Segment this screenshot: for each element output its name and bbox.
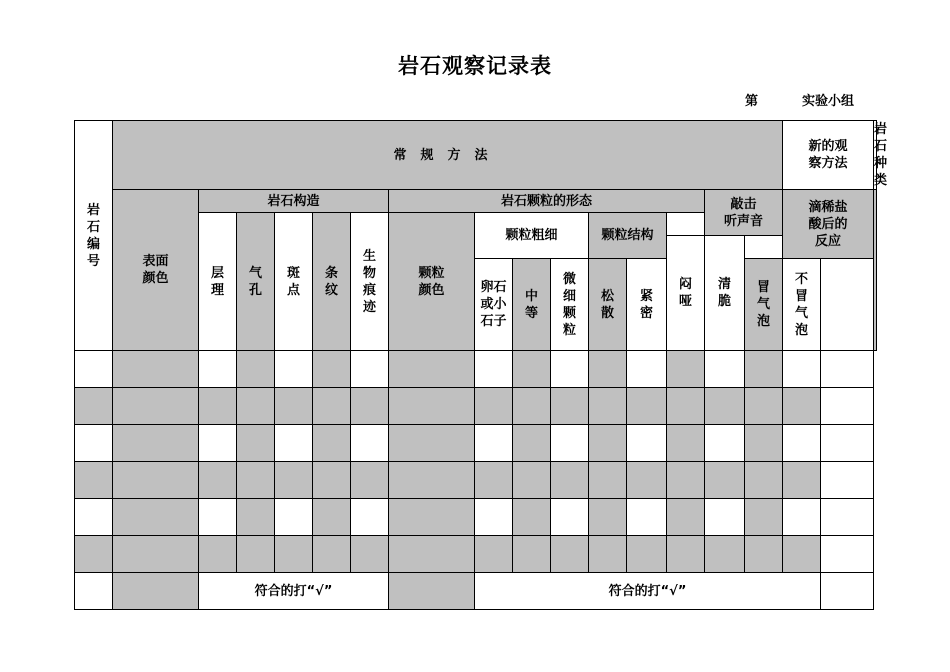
data-cell[interactable]: [667, 499, 705, 536]
data-cell[interactable]: [745, 425, 783, 462]
data-cell[interactable]: [237, 425, 275, 462]
header-char: 卵石: [480, 280, 507, 295]
table-row: [75, 351, 877, 388]
data-cell[interactable]: [667, 388, 705, 425]
data-cell[interactable]: [351, 388, 389, 425]
header-char: 理: [210, 282, 224, 298]
data-cell[interactable]: [705, 388, 745, 425]
data-cell[interactable]: [513, 499, 551, 536]
header-char: 斑: [286, 265, 300, 281]
data-cell[interactable]: [783, 351, 821, 388]
data-cell[interactable]: [237, 462, 275, 499]
data-cell[interactable]: [589, 462, 627, 499]
acid-reaction-line: 反应: [815, 233, 842, 249]
data-cell[interactable]: [275, 425, 313, 462]
surface-color-header: [113, 190, 199, 351]
knock-sound-header: [705, 190, 783, 236]
rock-structure-header: 岩石构造: [199, 190, 389, 213]
header-char: 粒: [562, 322, 576, 338]
rock-number-char: 编: [86, 236, 100, 252]
header-char: 泡: [795, 322, 809, 338]
data-cell[interactable]: [475, 499, 513, 536]
rock-type-line: 种类: [874, 156, 888, 188]
data-cell[interactable]: [513, 351, 551, 388]
data-cell[interactable]: [667, 536, 705, 573]
grain-structure-dense: [627, 259, 667, 351]
data-cell[interactable]: [237, 499, 275, 536]
data-cell[interactable]: [313, 351, 351, 388]
knock-sound-line: 敲击: [730, 196, 757, 212]
acid-reaction-header: [783, 190, 874, 259]
group-label: [745, 90, 854, 109]
data-cell[interactable]: [313, 425, 351, 462]
header-char: 松: [600, 288, 614, 304]
header-char: 孔: [248, 282, 262, 298]
data-cell[interactable]: [199, 425, 237, 462]
data-cell[interactable]: [389, 499, 475, 536]
data-cell[interactable]: [667, 462, 705, 499]
new-method-line: 察方法: [808, 156, 848, 171]
data-cell[interactable]: [821, 536, 874, 573]
header-char: 闷: [678, 277, 692, 292]
grain-size-header: 颗粒粗细: [475, 213, 589, 259]
header-char: 迹: [362, 299, 376, 315]
data-cell[interactable]: [237, 388, 275, 425]
rock-type-line: 岩石: [874, 122, 888, 154]
rock-number-char: 石: [86, 219, 100, 235]
check-note: 符合的打“√”: [475, 573, 821, 610]
header-char: 冒: [795, 288, 809, 304]
data-cell[interactable]: [313, 499, 351, 536]
data-cell[interactable]: [589, 425, 627, 462]
data-cell[interactable]: [821, 499, 874, 536]
data-cell[interactable]: [627, 536, 667, 573]
knock-sound-line: 听声音: [724, 213, 764, 229]
grain-size-medium: [513, 259, 551, 351]
header-char: 紧: [639, 288, 653, 304]
footer-cell: [821, 573, 874, 610]
structure-spots: [275, 213, 313, 351]
data-cell[interactable]: [199, 462, 237, 499]
header-char: 痕: [362, 282, 376, 298]
header-char: 石子: [480, 314, 507, 329]
data-cell[interactable]: [589, 351, 627, 388]
header-char: 物: [362, 265, 376, 281]
data-cell[interactable]: [113, 499, 199, 536]
table-row: [75, 536, 877, 573]
surface-color-line: 表面: [142, 254, 169, 269]
data-cell[interactable]: [199, 351, 237, 388]
data-cell[interactable]: [237, 536, 275, 573]
data-cell[interactable]: [627, 499, 667, 536]
data-cell[interactable]: [821, 462, 874, 499]
data-cell[interactable]: [627, 425, 667, 462]
header-char: 颗: [562, 305, 576, 321]
data-cell[interactable]: [705, 351, 745, 388]
data-cell[interactable]: [589, 388, 627, 425]
grain-color-line: 颗粒: [418, 265, 445, 281]
header-char: 清: [717, 277, 731, 292]
acid-reaction-line: 滴稀盐: [808, 199, 848, 215]
data-cell[interactable]: [113, 462, 199, 499]
header-char: 脆: [717, 294, 731, 309]
header-char: 或小: [480, 297, 507, 312]
data-cell[interactable]: [75, 425, 113, 462]
grain-structure-header: 颗粒结构: [589, 213, 667, 259]
header-char: 层: [210, 265, 224, 281]
data-cell[interactable]: [475, 388, 513, 425]
header-char: 微: [562, 271, 576, 287]
data-cell[interactable]: [113, 425, 199, 462]
data-cell[interactable]: [513, 388, 551, 425]
table-row: [75, 388, 877, 425]
header-char: 哑: [678, 294, 692, 309]
header-char: 气: [248, 265, 262, 281]
data-cell[interactable]: [351, 351, 389, 388]
header-char: 不: [795, 271, 809, 287]
data-cell[interactable]: [313, 388, 351, 425]
header-char: 中: [524, 288, 538, 304]
header-char: 散: [600, 305, 614, 321]
data-cell[interactable]: [551, 536, 589, 573]
data-cell[interactable]: [313, 536, 351, 573]
data-cell[interactable]: [75, 536, 113, 573]
header-char: 冒: [757, 280, 771, 295]
data-cell[interactable]: [627, 462, 667, 499]
footer-cell: [75, 573, 113, 610]
data-cell[interactable]: [745, 462, 783, 499]
data-cell[interactable]: [475, 425, 513, 462]
footer-row: [75, 573, 877, 610]
data-cell[interactable]: [113, 388, 199, 425]
data-cell[interactable]: [821, 425, 874, 462]
knock-muffled: [667, 236, 705, 351]
data-cell[interactable]: [389, 351, 475, 388]
data-cell[interactable]: [783, 499, 821, 536]
table-row: [75, 499, 877, 536]
header-char: 纹: [324, 282, 338, 298]
data-cell[interactable]: [199, 499, 237, 536]
data-cell[interactable]: [589, 536, 627, 573]
data-cell[interactable]: [351, 499, 389, 536]
regular-method-header: 常规方法: [113, 121, 783, 190]
data-cell[interactable]: [821, 388, 874, 425]
data-cell[interactable]: [783, 536, 821, 573]
data-cell[interactable]: [113, 536, 199, 573]
data-cell[interactable]: [351, 462, 389, 499]
data-cell[interactable]: [783, 388, 821, 425]
footer-cell: [389, 573, 475, 610]
data-cell[interactable]: [745, 536, 783, 573]
data-cell[interactable]: [351, 536, 389, 573]
data-cell[interactable]: [821, 351, 874, 388]
data-cell[interactable]: [705, 462, 745, 499]
header-char: 点: [286, 282, 300, 298]
data-cell[interactable]: [551, 462, 589, 499]
data-cell[interactable]: [745, 388, 783, 425]
data-cell[interactable]: [745, 351, 783, 388]
data-cell[interactable]: [627, 388, 667, 425]
surface-color-line: 颜色: [142, 271, 169, 286]
table-row: [75, 462, 877, 499]
data-cell[interactable]: [275, 462, 313, 499]
data-cell[interactable]: [75, 351, 113, 388]
table-row: [75, 425, 877, 462]
data-cell[interactable]: [389, 388, 475, 425]
data-cell[interactable]: [551, 499, 589, 536]
data-cell[interactable]: [627, 351, 667, 388]
data-cell[interactable]: [705, 425, 745, 462]
data-cell[interactable]: [667, 351, 705, 388]
header-char: 细: [562, 288, 576, 304]
grain-color-header: [389, 213, 475, 351]
structure-fossil-traces: [351, 213, 389, 351]
data-cell[interactable]: [275, 536, 313, 573]
data-cell[interactable]: [551, 351, 589, 388]
grain-color-line: 颜色: [418, 282, 445, 298]
rock-type-cell: [874, 190, 877, 351]
data-cell[interactable]: [551, 388, 589, 425]
rock-number-header: [75, 121, 113, 351]
rock-number-char: 岩: [86, 202, 100, 218]
data-cell[interactable]: [705, 499, 745, 536]
structure-pores: [237, 213, 275, 351]
data-cell[interactable]: [589, 499, 627, 536]
data-cell[interactable]: [513, 425, 551, 462]
header-char: 生: [362, 248, 376, 264]
data-cell[interactable]: [783, 425, 821, 462]
data-cell[interactable]: [551, 425, 589, 462]
data-cell[interactable]: [75, 462, 113, 499]
header-char: 气: [757, 297, 771, 312]
group-label-prefix: 第: [745, 94, 759, 109]
structure-stripes: [313, 213, 351, 351]
structure-layering: [199, 213, 237, 351]
new-method-line: 新的观: [808, 139, 848, 154]
data-cell[interactable]: [113, 351, 199, 388]
header-char: 气: [795, 305, 809, 321]
header-char: 密: [639, 305, 653, 321]
data-cell[interactable]: [513, 536, 551, 573]
grain-size-fine: [551, 259, 589, 351]
data-cell[interactable]: [513, 462, 551, 499]
data-cell[interactable]: [705, 536, 745, 573]
knock-crisp: [705, 236, 745, 351]
data-cell[interactable]: [745, 499, 783, 536]
header-char: 条: [324, 265, 338, 281]
grain-size-pebble: [475, 259, 513, 351]
data-cell[interactable]: [389, 425, 475, 462]
acid-bubbles: [745, 259, 783, 351]
data-cell[interactable]: [667, 425, 705, 462]
check-note: 符合的打“√”: [199, 573, 389, 610]
grain-shape-header: 岩石颗粒的形态: [389, 190, 705, 213]
header-char: 等: [524, 305, 538, 321]
rock-observation-table: [74, 120, 888, 610]
data-cell[interactable]: [199, 536, 237, 573]
data-cell[interactable]: [389, 462, 475, 499]
group-label-suffix: 实验小组: [802, 94, 855, 109]
data-cell[interactable]: [783, 462, 821, 499]
rock-type-header: [874, 121, 888, 190]
header-char: 泡: [757, 314, 771, 329]
data-cell[interactable]: [199, 388, 237, 425]
data-cell[interactable]: [475, 351, 513, 388]
rock-number-char: 号: [86, 253, 100, 269]
data-cell[interactable]: [275, 388, 313, 425]
data-cell[interactable]: [275, 499, 313, 536]
data-cell[interactable]: [351, 425, 389, 462]
data-cell[interactable]: [389, 536, 475, 573]
data-cell[interactable]: [275, 351, 313, 388]
page-title: 岩石观察记录表: [398, 54, 552, 78]
acid-no-bubbles: [783, 259, 821, 351]
grain-structure-loose: [589, 259, 627, 351]
data-cell[interactable]: [75, 388, 113, 425]
data-cell[interactable]: [237, 351, 275, 388]
footer-cell: [113, 573, 199, 610]
data-cell[interactable]: [75, 499, 113, 536]
data-cell[interactable]: [475, 536, 513, 573]
acid-reaction-line: 酸后的: [808, 216, 848, 232]
data-cell[interactable]: [313, 462, 351, 499]
data-cell[interactable]: [475, 462, 513, 499]
